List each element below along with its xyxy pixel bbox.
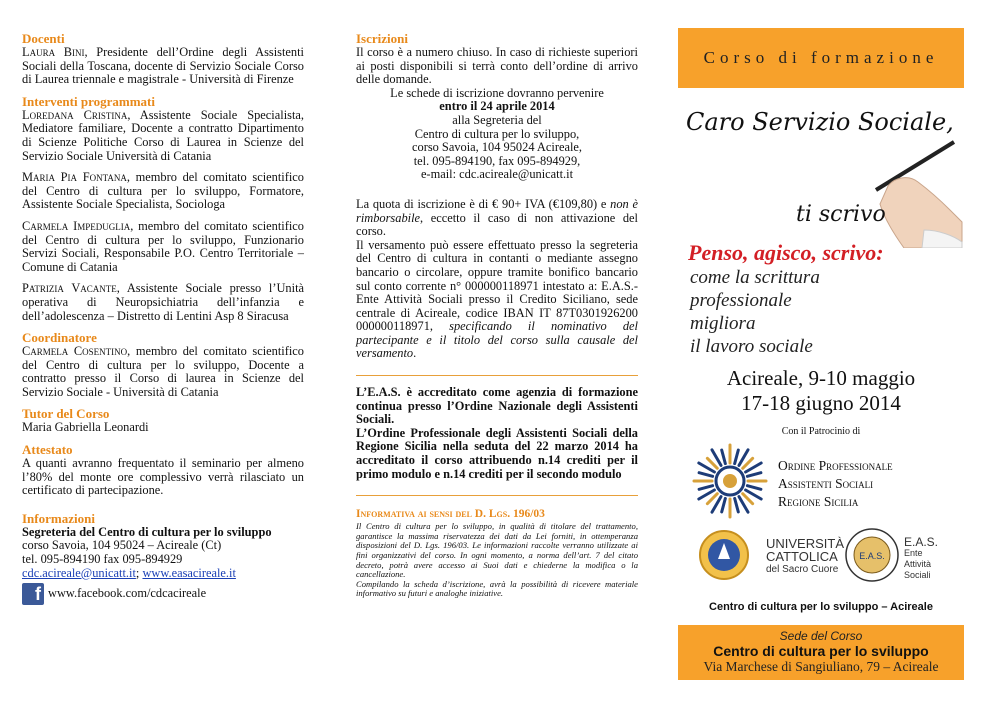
hero (678, 88, 964, 357)
iscrizioni-deadline: entro il 24 aprile 2014 (439, 99, 555, 114)
middle-panel (356, 28, 638, 599)
facebook-icon[interactable]: f (22, 583, 44, 605)
eas-seal-logo (844, 527, 900, 583)
quota-p1: La quota di iscrizione è di € 90+ IVA (€109,80) e non è rimborsabile, eccetto il caso di non attivazione del corso. (356, 196, 638, 239)
corso-band: Corso di formazione (678, 28, 964, 88)
iscrizioni-line: alla Segreteria del (452, 112, 542, 127)
hero-lines: come la scrittura professionale migliora il lavoro sociale (690, 267, 820, 357)
facebook-link[interactable]: www.facebook.com/cdcacireale (48, 586, 207, 601)
informativa-text: Il Centro di cultura per lo sviluppo, in qualità di titolare del trattamento, garantisce la massima riservatezza dei dati da Lei forniti, in ottemperanza disposizioni del D. Lgs. 196/03. Le informazioni raccolte verranno utilizzate ai fini organizzativi del corso. In ogni momento, a norma dell’art. 7 del citato decreto, potrà avere accesso ai Suoi dati e chiederne la modifica o la cancellazione. (356, 521, 638, 580)
intervento-item: Maria Pia Fontana, membro del comitato scientifico del Centro di cultura per lo sviluppo, Formatore, Assistente Sociale Specialista, Sociologa (22, 170, 305, 212)
iscrizioni-line: Centro di cultura per lo sviluppo, (414, 126, 580, 141)
tutor-heading: Tutor del Corso (22, 406, 110, 422)
svg-text:E.A.S.: E.A.S. (859, 551, 885, 561)
patrocinio-label: Con il Patrocinio di (781, 426, 861, 437)
iscrizioni-p1: Il corso è a numero chiuso. In caso di richieste superiori ai posti disponibili si terrà conto dell’ordine di arrivo delle domande. (356, 45, 638, 87)
info-links: cdc.acireale@unicatt.it; www.easacireale.it (22, 565, 236, 580)
hero-title: Caro Servizio Sociale, (686, 108, 954, 136)
email-link[interactable]: cdc.acireale@unicatt.it (22, 565, 136, 580)
iscrizioni-heading: Iscrizioni (356, 31, 408, 46)
coordinatore-text: Carmela Cosentino, membro del comitato scientifico del Centro di cultura per lo sviluppo, Docente a contratto presso il Corso di laurea in Scienze del Servizio Sociale - Università di Catania (22, 344, 304, 399)
course-dates: Acireale, 9-10 maggio 17-18 giugno 2014 (726, 366, 916, 415)
right-panel (678, 28, 964, 680)
intervento-item: Carmela Impeduglia, membro del comitato scientifico del Centro di cultura per lo sviluppo, Funzionario Servizi Sociali, Responsabile P.O. Centro Territoriale – Comune di Catania (22, 218, 304, 274)
hero-subtitle: ti scrivo (796, 202, 886, 227)
left-panel (22, 28, 304, 605)
attestato-heading: Attestato (22, 442, 73, 458)
quota-p2: Il versamento può essere effettuato presso la segreteria del Centro di cultura in contanti o mediante assegno bancario o circolare, oppure tramite bonifico bancario sul conto corrente n° 000000118971 intestato a: E.A.S.-Ente Attività Sociali presso il Credito Siciliano, sede centrale di Acireale, codice IBAN IT 87T0301926200 000000118971, specificando il nominativo del partecipante e il titolo del corso sulla causale del versamento. (356, 237, 638, 361)
docenti-text: Laura Bini, Presidente dell’Ordine degli Assistenti Sociali della Toscana, docente di Servizio Sociale Corso di Laurea triennale e magistrale - Università di Firenze (22, 45, 305, 87)
partner-logos: UNIVERSITÀ CATTOLICA del Sacro Cuore E.A.S. E.A.S. Ente Attività Sociali (678, 527, 964, 587)
informazioni-heading: Informazioni (22, 510, 95, 526)
info-tel: tel. 095-894190 fax 095-894929 (22, 552, 183, 567)
iscrizioni-line: tel. 095-894190, fax 095-894929, (413, 153, 581, 168)
info-address: corso Savoia, 104 95024 – Acireale (Ct) (22, 538, 222, 553)
ucsc-seal-logo (696, 529, 758, 581)
divider (356, 495, 638, 496)
facebook-row (22, 583, 304, 605)
eas-p2: L’Ordine Professionale degli Assistenti Sociali della Regione Sicilia nella seduta del 22 marzo 2014 ha accreditato il corso attribuendo n.14 crediti per il primo modulo e n.14 crediti per il secondo modulo (356, 425, 638, 481)
docenti-heading: Docenti (22, 31, 65, 46)
iscrizioni-line: corso Savoia, 104 95024 Acireale, (412, 140, 582, 155)
informativa-text2: Compilando la scheda d’iscrizione, avrà la possibilità di ricevere materiale informativo su futuri e analoghe iniziative. (356, 578, 638, 599)
eas-p1: L’E.A.S. è accreditato come agenzia di formazione continua presso l’Ordine Nazionale degli Assistenti Sociali. (356, 385, 638, 427)
informativa-heading: Informativa ai sensi del D. Lgs. 196/03 (356, 508, 545, 521)
ordine-block: Ordine Professionale Assistenti Sociali Regione Sicilia (678, 443, 964, 521)
hand-pen-icon (864, 138, 964, 248)
divider (356, 375, 638, 376)
ordine-sun-logo (692, 443, 768, 519)
hero-red-title: Penso, agisco, scrivo: (688, 240, 884, 265)
coordinatore-heading: Coordinatore (22, 330, 97, 346)
interventi-heading: Interventi programmati (22, 93, 155, 109)
intervento-item: Loredana Cristina, Assistente Sociale Specialista, Mediatore familiare, Docente a contratto Dipartimento di Scienze Politiche Corso di Laurea in Scienze del Servizio Sociale Università di Catania (22, 107, 305, 163)
iscrizioni-line: e-mail: cdc.acireale@unicatt.it (420, 167, 574, 182)
attestato-text: A quanti avranno frequentato il seminario per almeno l’80% del monte ore complessivo verrà rilasciato un certificato di partecipazione. (22, 456, 304, 498)
iscrizioni-p2: Le schede di iscrizione dovranno pervenire (390, 85, 604, 100)
website-link[interactable]: www.easacireale.it (142, 565, 236, 580)
tutor-text: Maria Gabriella Leonardi (22, 420, 149, 435)
cdc-label: Centro di cultura per lo sviluppo – Acireale (709, 601, 933, 613)
sede-box: Sede del Corso Centro di cultura per lo sviluppo Via Marchese di Sangiuliano, 79 – Acireale (678, 625, 964, 680)
info-org: Segreteria del Centro di cultura per lo sviluppo (22, 524, 272, 539)
intervento-item: Patrizia Vacante, Assistente Sociale presso l’Unità operativa di Neuropsichiatria dell’infanzia e dell’adolescenza – Distretto di Lentini Asp 8 Siracusa (22, 281, 305, 323)
